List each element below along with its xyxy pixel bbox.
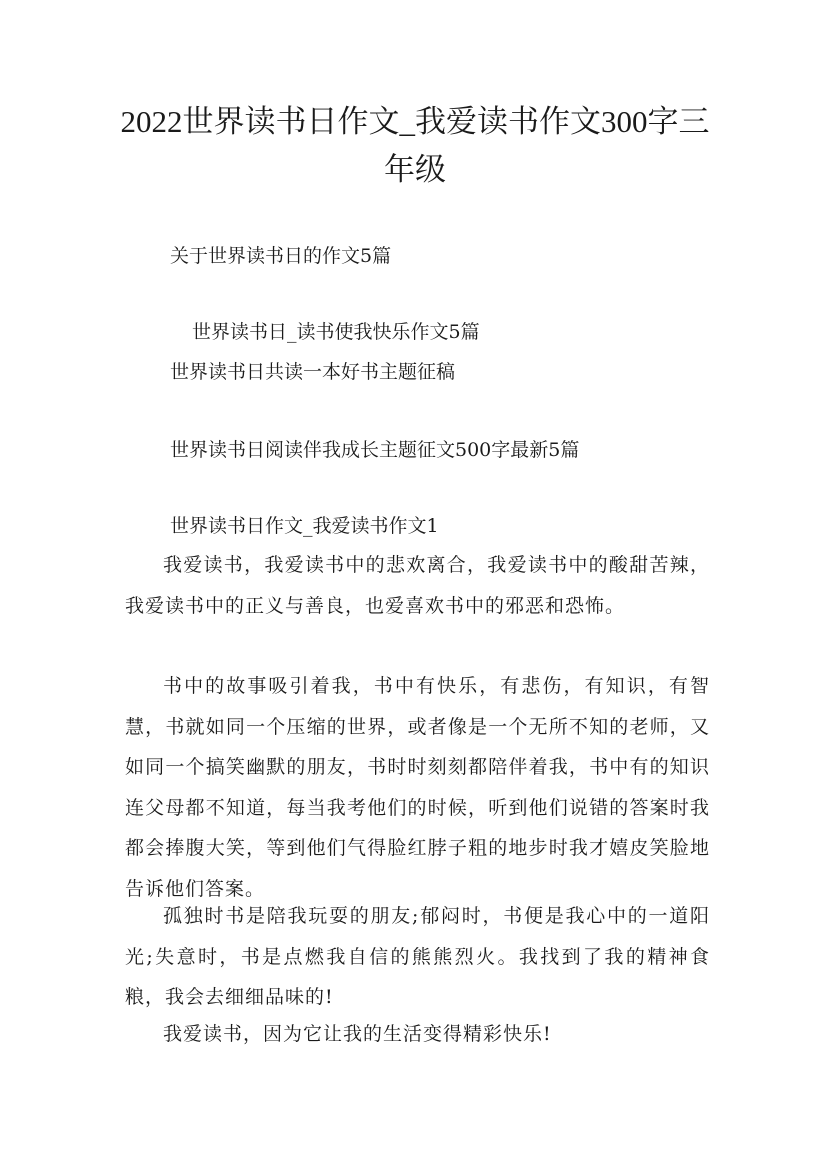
essay-paragraph-1: 我爱读书，我爱读书中的悲欢离合，我爱读书中的酸甜苦辣，我爱读书中的正义与善良，也爱喜欢书中的邪恶和恐怖。 [125,554,710,617]
related-link-3[interactable]: 世界读书日共读一本好书主题征稿 [170,361,456,383]
related-link-2[interactable]: 世界读书日_读书使我快乐作文5篇 [192,321,480,343]
related-link-1[interactable]: 关于世界读书日的作文5篇 [170,245,392,267]
document-title: 2022世界读书日作文_我爱读书作文300字三年级 [120,104,710,187]
essay-heading: 世界读书日作文_我爱读书作文1 [170,515,439,537]
essay-paragraph-4: 我爱读书，因为它让我的生活变得精彩快乐! [163,1023,552,1045]
essay-paragraph-2: 书中的故事吸引着我，书中有快乐，有悲伤，有知识，有智慧，书就如同一个压缩的世界，或者像是一个无所不知的老师，又如同一个搞笑幽默的朋友，书时时刻刻都陪伴着我，书中有的知识连父母都不知道，每当我考他们的时候，听到他们说错的答案时我都会捧腹大笑，等到他们气得脸红脖子粗的地步时我才嬉皮笑脸地告诉他们答案。 [125,675,710,900]
related-link-4[interactable]: 世界读书日阅读伴我成长主题征文500字最新5篇 [170,439,580,461]
essay-paragraph-3: 孤独时书是陪我玩耍的朋友;郁闷时，书便是我心中的一道阳光;失意时，书是点燃我自信的熊熊烈火。我找到了我的精神食粮，我会去细细品味的! [125,905,710,1008]
